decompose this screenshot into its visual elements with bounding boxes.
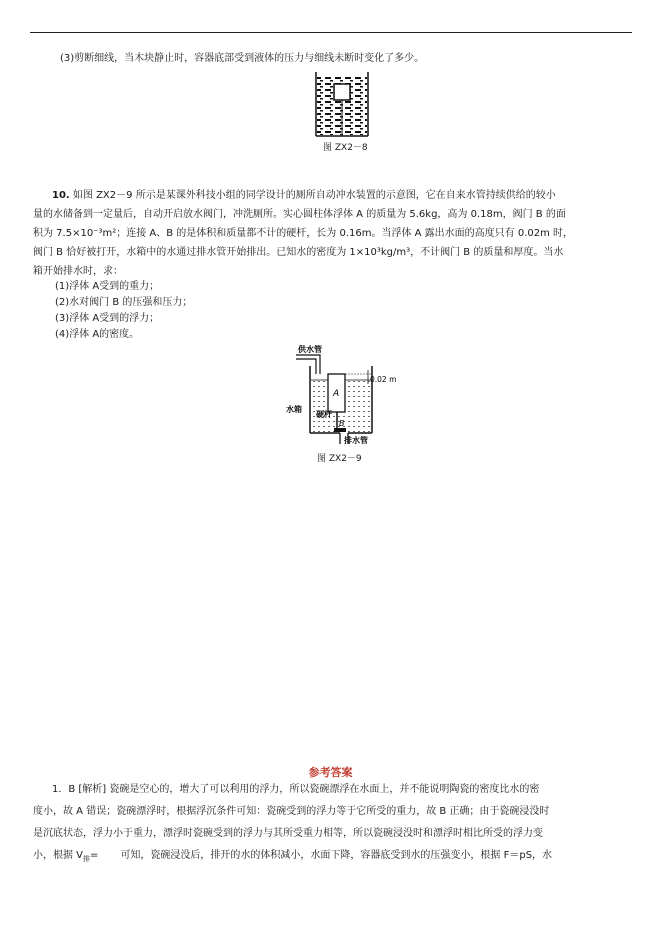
answer-line-2: 度小，故 A 错误；瓷碗漂浮时，根据浮沉条件可知：瓷碗受到的浮力等于它所受的重力，故 B 正确；由于瓷碗浸没时 xyxy=(33,806,550,817)
valve-b-label: B xyxy=(339,419,345,428)
figure-zx2-9 xyxy=(282,344,408,448)
sub-question-3: (3)浮体 A受到的浮力； xyxy=(55,313,160,324)
top-rule xyxy=(30,32,632,33)
wood-block xyxy=(334,84,350,100)
answer-line-4-start: 小，根据 V xyxy=(33,850,84,861)
answer-line-4-rest: 可知，瓷碗浸没后，排开的水的体积减小，水面下降，容器底受到水的压强变小，根据 F＝pS，水 xyxy=(120,850,553,861)
height-label: 0.02 m xyxy=(370,375,397,384)
question-9-part-3: (3)剪断细线，当木块静止时，容器底部受到液体的压力与细线未断时变化了多少。 xyxy=(60,53,425,64)
supply-pipe-label: 供水管 xyxy=(298,345,322,354)
rod-label: 硬杆 xyxy=(316,410,332,419)
sub-question-2: (2)水对阀门 B 的压强和压力； xyxy=(55,297,193,308)
answer-line-4-subscript: 排 xyxy=(83,855,91,863)
float-a-label: A xyxy=(333,389,340,399)
figure-caption-zx2-8: 图 ZX2－8 xyxy=(323,143,368,153)
question-10-text-1: 如图 ZX2－9 所示是某课外科技小组的同学设计的厕所自动冲水装置的示意图，它在自来水管持续供给的较小 xyxy=(72,190,556,201)
question-number: 10. xyxy=(52,190,70,201)
answer-line-1: 1．B [解析] 瓷碗是空心的，增大了可以利用的浮力，所以瓷碗漂浮在水面上，并不能说明陶瓷的密度比水的密 xyxy=(52,784,540,795)
tank-label: 水箱 xyxy=(286,405,302,414)
supply-pipe xyxy=(296,355,320,374)
answer-line-4-equals: = xyxy=(90,850,99,861)
drain-pipe-label: 排水管 xyxy=(344,436,368,445)
answers-title: 参考答案 xyxy=(308,766,353,779)
question-10-line-4: 阀门 B 恰好被打开，水箱中的水通过排水管开始排出。已知水的密度为 1×10³kg/m³，不计阀门 B 的质量和厚度。当水 xyxy=(33,247,564,258)
figure-caption-zx2-9: 图 ZX2－9 xyxy=(317,454,362,464)
figure-zx2-8 xyxy=(314,70,370,138)
question-10-line-2: 量的水储备到一定量后，自动开启放水阀门，冲洗厕所。实心圆柱体浮体 A 的质量为 5.6kg，高为 0.18m，阀门 B 的面 xyxy=(33,209,566,220)
sub-question-1: (1)浮体 A受到的重力； xyxy=(55,281,160,292)
question-10-line-1 xyxy=(52,189,556,202)
valve-b xyxy=(334,428,346,432)
question-10-line-3: 积为 7.5×10⁻³m²；连接 A、B 的是体积和质量都不计的硬杆，长为 0.16m。当浮体 A 露出水面的高度只有 0.02m 时， xyxy=(33,228,574,239)
sub-question-4: (4)浮体 A的密度。 xyxy=(55,329,140,340)
answer-line-3: 是沉底状态，浮力小于重力，漂浮时瓷碗受到的浮力与其所受重力相等，所以瓷碗浸没时和漂浮时相比所受的浮力变 xyxy=(33,828,543,839)
answer-line-4 xyxy=(33,849,552,866)
question-10-line-5: 箱开始排水时，求： xyxy=(33,266,123,277)
